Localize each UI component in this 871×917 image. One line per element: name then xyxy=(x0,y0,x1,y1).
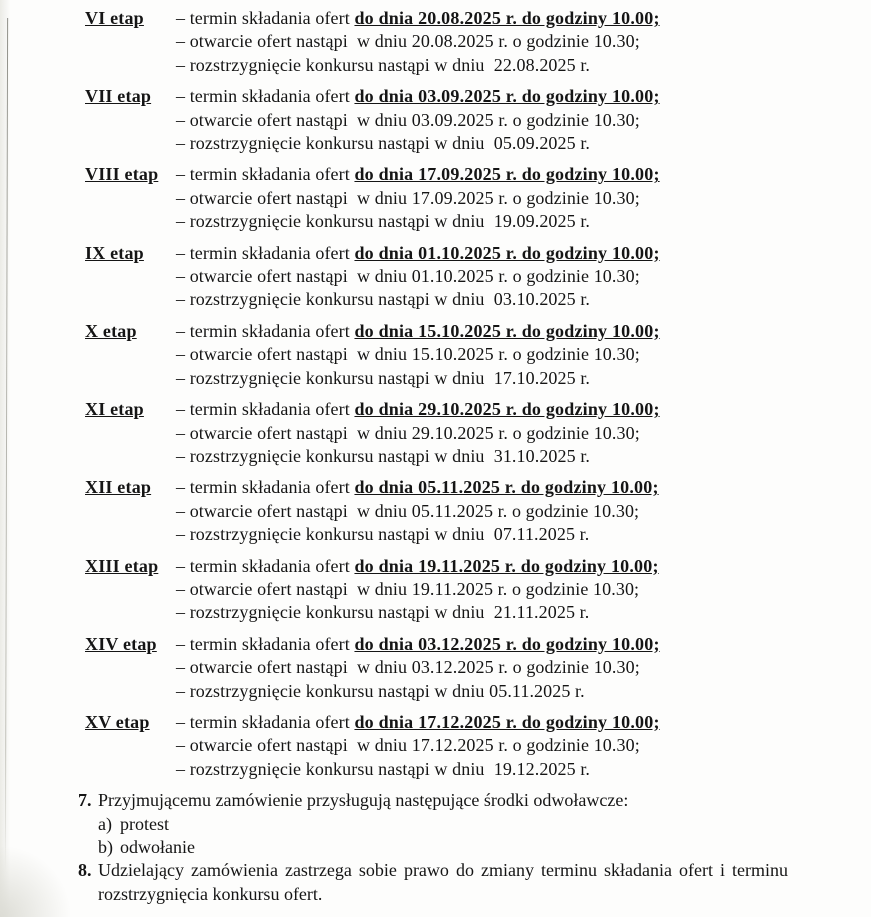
submission-line xyxy=(176,242,660,265)
opening-line: – otwarcie ofert nastąpi w dniu 05.11.2025 r. o godzinie 10.30; xyxy=(176,500,640,521)
stage-details xyxy=(176,7,660,77)
opening-line: – otwarcie ofert nastąpi w dniu 03.09.2025 r. o godzinie 10.30; xyxy=(176,109,640,130)
stage-row-x xyxy=(0,320,871,390)
submission-prefix: – termin składania ofert xyxy=(176,8,355,28)
sub-item-marker: b) xyxy=(98,837,113,857)
stage-label: XV etap xyxy=(85,711,150,732)
stage-label: IX etap xyxy=(85,242,144,263)
stage-details xyxy=(176,711,660,781)
stage-details xyxy=(176,242,660,312)
stage-row-xiii xyxy=(0,555,871,625)
stage-row-xii xyxy=(0,476,871,546)
resolution-line: – rozstrzygnięcie konkursu nastąpi w dniu 21.11.2025 r. xyxy=(176,602,590,623)
item-text: Udzielający zamówienia zastrzega sobie prawo do zmiany terminu składania ofert i terminu rozstrzygnięcia konkursu ofert. xyxy=(98,860,788,904)
stage-details xyxy=(176,555,659,625)
opening-line: – otwarcie ofert nastąpi w dniu 20.08.2025 r. o godzinie 10.30; xyxy=(176,31,640,52)
stage-row-xi xyxy=(0,398,871,468)
stage-label: XIV etap xyxy=(85,633,157,654)
stage-label: VII etap xyxy=(85,86,152,107)
stage-row-ix xyxy=(0,242,871,312)
resolution-line: – rozstrzygnięcie konkursu nastąpi w dniu 17.10.2025 r. xyxy=(176,367,591,388)
stage-row-vi xyxy=(0,7,871,77)
submission-line xyxy=(176,476,659,499)
submission-deadline: do dnia 17.09.2025 r. do godziny 10.00; xyxy=(354,164,660,185)
stage-label: XII etap xyxy=(85,477,152,498)
submission-deadline: do dnia 03.12.2025 r. do godziny 10.00; xyxy=(354,633,660,654)
submission-deadline: do dnia 19.11.2025 r. do godziny 10.00; xyxy=(354,555,659,576)
numbered-list xyxy=(0,789,871,906)
opening-line: – otwarcie ofert nastąpi w dniu 15.10.2025 r. o godzinie 10.30; xyxy=(176,344,640,365)
item-text: Przyjmującemu zamówienie przysługują następujące środki odwoławcze: xyxy=(98,790,629,811)
opening-line: – otwarcie ofert nastąpi w dniu 19.11.2025 r. o godzinie 10.30; xyxy=(176,578,640,599)
list-item-7 xyxy=(0,789,871,812)
resolution-line: – rozstrzygnięcie konkursu nastąpi w dniu 05.11.2025 r. xyxy=(176,680,585,701)
submission-prefix: – termin składania ofert xyxy=(176,242,355,263)
submission-deadline: do dnia 15.10.2025 r. do godziny 10.00; xyxy=(354,320,660,341)
submission-line xyxy=(176,7,660,30)
resolution-line: – rozstrzygnięcie konkursu nastąpi w dniu 31.10.2025 r. xyxy=(176,445,591,466)
resolution-line: – rozstrzygnięcie konkursu nastąpi w dniu 19.09.2025 r. xyxy=(176,211,591,232)
sub-item-marker: a) xyxy=(98,813,112,834)
submission-prefix: – termin składania ofert xyxy=(176,711,355,732)
stage-row-vii xyxy=(0,85,871,155)
submission-line xyxy=(176,163,660,186)
opening-line: – otwarcie ofert nastąpi w dniu 29.10.2025 r. o godzinie 10.30; xyxy=(176,422,640,443)
stage-label: X etap xyxy=(85,320,137,341)
submission-deadline: do dnia 29.10.2025 r. do godziny 10.00; xyxy=(354,399,660,420)
submission-prefix: – termin składania ofert xyxy=(176,320,355,341)
submission-line xyxy=(176,633,660,656)
resolution-line: – rozstrzygnięcie konkursu nastąpi w dniu 22.08.2025 r. xyxy=(176,54,591,75)
submission-prefix: – termin składania ofert xyxy=(176,164,355,185)
submission-deadline: do dnia 20.08.2025 r. do godziny 10.00; xyxy=(354,8,660,28)
sub-item-text: odwołanie xyxy=(120,837,195,857)
submission-prefix: – termin składania ofert xyxy=(176,477,355,498)
sub-item-text: protest xyxy=(120,813,169,834)
submission-deadline: do dnia 01.10.2025 r. do godziny 10.00; xyxy=(354,242,660,263)
item-number: 8. xyxy=(78,860,92,881)
submission-line xyxy=(176,85,660,108)
submission-prefix: – termin składania ofert xyxy=(176,399,355,420)
list-item-8 xyxy=(0,859,871,906)
resolution-line: – rozstrzygnięcie konkursu nastąpi w dniu 03.10.2025 r. xyxy=(176,289,591,310)
resolution-line: – rozstrzygnięcie konkursu nastąpi w dniu 05.09.2025 r. xyxy=(176,133,591,154)
resolution-line: – rozstrzygnięcie konkursu nastąpi w dniu 07.11.2025 r. xyxy=(176,524,590,545)
sub-item-a xyxy=(0,813,871,836)
submission-deadline: do dnia 05.11.2025 r. do godziny 10.00; xyxy=(354,477,659,498)
stage-row-xv xyxy=(0,711,871,781)
submission-line xyxy=(176,555,659,578)
submission-line xyxy=(176,398,660,421)
stage-details xyxy=(176,633,660,703)
submission-line xyxy=(176,711,660,734)
stage-label: XIII etap xyxy=(85,555,159,576)
stage-label: VI etap xyxy=(85,8,144,28)
stage-details xyxy=(176,85,660,155)
sub-item-b xyxy=(0,836,871,859)
stage-row-viii xyxy=(0,163,871,233)
submission-prefix: – termin składania ofert xyxy=(176,633,355,654)
stage-details xyxy=(176,163,660,233)
opening-line: – otwarcie ofert nastąpi w dniu 17.09.2025 r. o godzinie 10.30; xyxy=(176,187,640,208)
stage-label: XI etap xyxy=(85,399,144,420)
submission-line xyxy=(176,320,660,343)
document-page xyxy=(0,7,871,906)
opening-line: – otwarcie ofert nastąpi w dniu 03.12.2025 r. o godzinie 10.30; xyxy=(176,657,640,678)
stage-schedule xyxy=(0,7,871,781)
item-number: 7. xyxy=(78,790,92,811)
stage-details xyxy=(176,476,659,546)
stage-details xyxy=(176,398,660,468)
opening-line: – otwarcie ofert nastąpi w dniu 01.10.2025 r. o godzinie 10.30; xyxy=(176,266,640,287)
stage-row-xiv xyxy=(0,633,871,703)
submission-prefix: – termin składania ofert xyxy=(176,555,355,576)
submission-deadline: do dnia 03.09.2025 r. do godziny 10.00; xyxy=(354,86,660,107)
resolution-line: – rozstrzygnięcie konkursu nastąpi w dniu 19.12.2025 r. xyxy=(176,758,591,779)
stage-label: VIII etap xyxy=(85,164,159,185)
submission-deadline: do dnia 17.12.2025 r. do godziny 10.00; xyxy=(354,711,660,732)
stage-details xyxy=(176,320,660,390)
submission-prefix: – termin składania ofert xyxy=(176,86,355,107)
opening-line: – otwarcie ofert nastąpi w dniu 17.12.2025 r. o godzinie 10.30; xyxy=(176,735,640,756)
